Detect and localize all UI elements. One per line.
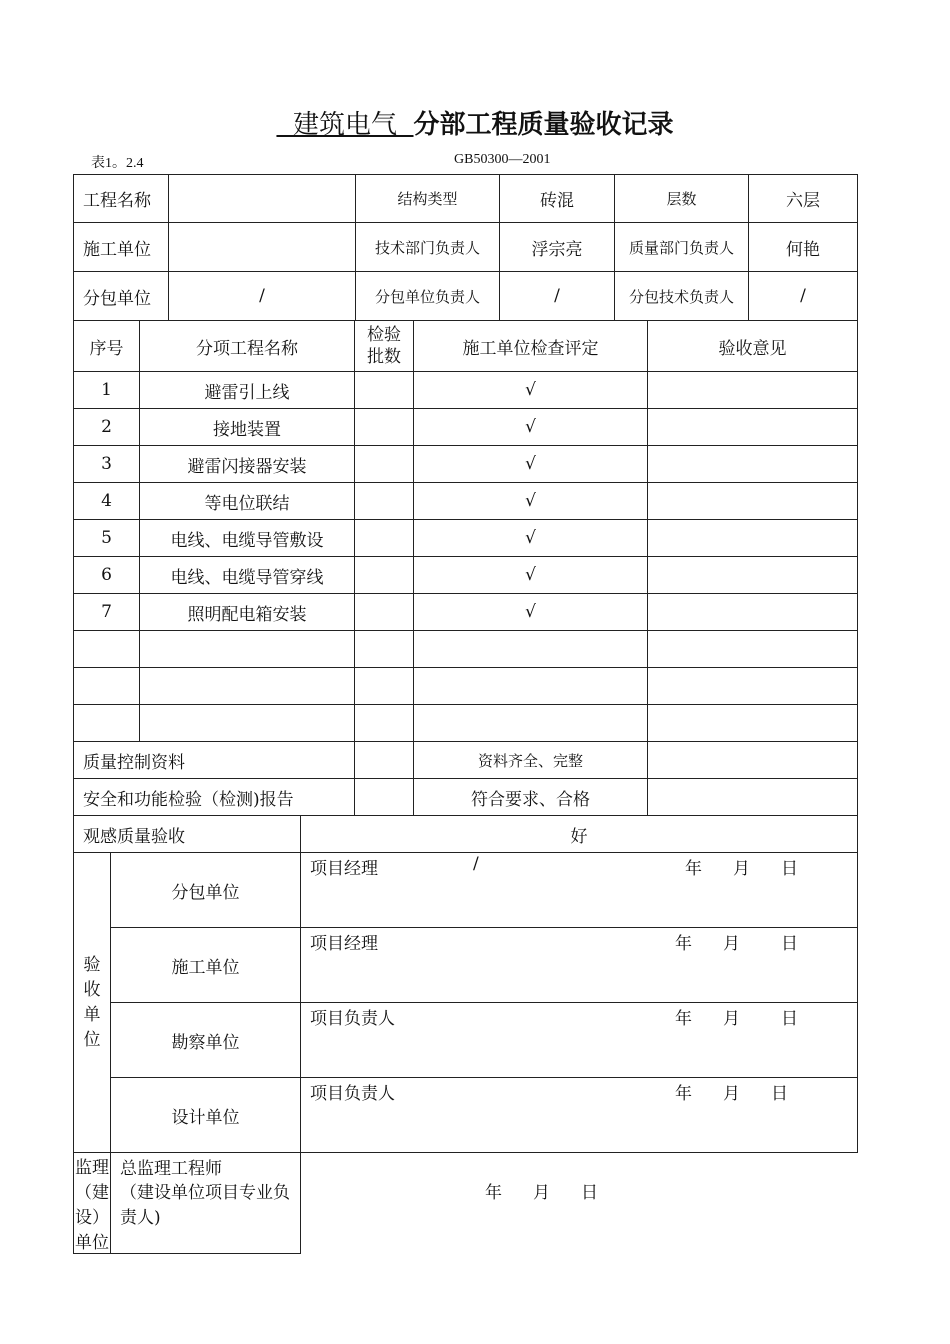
item-evaluation[interactable]: √ [414, 594, 648, 631]
quality-control-label: 质量控制资料 [74, 742, 355, 779]
item-opinion[interactable] [648, 594, 858, 631]
item-opinion[interactable] [648, 705, 858, 742]
signer-value: / [473, 854, 479, 874]
floors-value[interactable]: 六层 [749, 175, 858, 223]
quality-control-batches[interactable] [355, 742, 414, 779]
item-name: 等电位联结 [140, 483, 355, 520]
item-opinion[interactable] [648, 631, 858, 668]
quality-control-evaluation[interactable]: 资料齐全、完整 [414, 742, 648, 779]
sub-item-rows [74, 372, 858, 742]
table-number: 表1。2.4 [91, 156, 144, 171]
unit-signature-cell[interactable] [301, 853, 858, 928]
project-name-label: 工程名称 [74, 175, 169, 223]
item-no: 2 [74, 409, 140, 446]
contractor-value[interactable] [169, 223, 356, 272]
item-no [74, 668, 140, 705]
sub-head-label: 分包单位负责人 [356, 272, 500, 321]
quality-control-opinion[interactable] [648, 742, 858, 779]
table-row [74, 372, 858, 409]
item-batches[interactable] [355, 668, 414, 705]
item-name [140, 668, 355, 705]
item-batches[interactable] [355, 631, 414, 668]
supervisor-role-line1: 总监理工程师 [120, 1159, 222, 1179]
tech-head-label: 技术部门负责人 [356, 223, 500, 272]
standard-code: GB50300—2001 [454, 152, 551, 167]
appearance-label: 观感质量验收 [74, 816, 301, 853]
safety-report-evaluation[interactable]: 符合要求、合格 [414, 779, 648, 816]
col-header-batches: 检验 批数 [355, 321, 414, 372]
table-row [74, 483, 858, 520]
subcontractor-value[interactable]: / [169, 272, 356, 321]
safety-report-label: 安全和功能检验（检测)报告 [74, 779, 355, 816]
col-header-no: 序号 [74, 321, 140, 372]
table-row [74, 446, 858, 483]
subcontractor-label: 分包单位 [74, 272, 169, 321]
sub-head-value[interactable]: / [500, 272, 615, 321]
acceptance-unit-row [74, 928, 858, 1003]
sign-day: 日 [771, 1084, 788, 1104]
sign-month: 月 [723, 1084, 740, 1104]
col-header-evaluation: 施工单位检查评定 [414, 321, 648, 372]
floors-label: 层数 [615, 175, 749, 223]
item-batches[interactable] [355, 705, 414, 742]
table-row [74, 409, 858, 446]
sub-tech-head-label: 分包技术负责人 [615, 272, 749, 321]
item-batches[interactable] [355, 372, 414, 409]
quality-head-value[interactable]: 何艳 [749, 223, 858, 272]
item-opinion[interactable] [648, 557, 858, 594]
item-no: 3 [74, 446, 140, 483]
item-evaluation[interactable] [414, 631, 648, 668]
sign-year: 年 [685, 859, 702, 879]
item-evaluation[interactable]: √ [414, 372, 648, 409]
item-evaluation[interactable]: √ [414, 409, 648, 446]
item-opinion[interactable] [648, 372, 858, 409]
table-row [74, 668, 858, 705]
item-no: 6 [74, 557, 140, 594]
supervisor-signature-cell[interactable] [111, 1153, 598, 1254]
supervisor-unit: 监理（建设）单位 [74, 1153, 111, 1254]
acceptance-unit-rows [74, 853, 858, 1153]
item-no [74, 631, 140, 668]
structure-type-value[interactable]: 砖混 [500, 175, 615, 223]
item-no: 7 [74, 594, 140, 631]
item-name [140, 705, 355, 742]
acceptance-unit-row [74, 853, 858, 928]
item-evaluation[interactable]: √ [414, 446, 648, 483]
item-batches[interactable] [355, 594, 414, 631]
table-row [74, 631, 858, 668]
item-no [74, 705, 140, 742]
table-row [74, 594, 858, 631]
item-name: 照明配电箱安装 [140, 594, 355, 631]
sign-month: 月 [733, 859, 750, 879]
item-batches[interactable] [355, 557, 414, 594]
item-name: 电线、电缆导管敷设 [140, 520, 355, 557]
unit-name: 设计单位 [111, 1078, 301, 1153]
title-discipline: 建筑电气 [276, 110, 414, 140]
unit-signature-cell[interactable] [301, 1078, 858, 1153]
item-batches[interactable] [355, 483, 414, 520]
item-name: 避雷闪接器安装 [140, 446, 355, 483]
signer-role: 项目负责人 [310, 1009, 395, 1029]
table-row [74, 520, 858, 557]
item-evaluation[interactable] [414, 705, 648, 742]
safety-report-batches[interactable] [355, 779, 414, 816]
item-batches[interactable] [355, 409, 414, 446]
item-evaluation[interactable]: √ [414, 483, 648, 520]
appearance-value[interactable]: 好 [301, 816, 858, 853]
item-opinion[interactable] [648, 668, 858, 705]
item-evaluation[interactable]: √ [414, 557, 648, 594]
contractor-label: 施工单位 [74, 223, 169, 272]
item-batches[interactable] [355, 446, 414, 483]
item-opinion[interactable] [648, 483, 858, 520]
signer-role: 项目负责人 [310, 1084, 395, 1104]
sign-month: 月 [723, 934, 740, 954]
item-evaluation[interactable]: √ [414, 520, 648, 557]
item-opinion[interactable] [648, 520, 858, 557]
table-row [74, 705, 858, 742]
item-opinion[interactable] [648, 409, 858, 446]
supervisor-role-line2: （建设单位项目专业负责人) [120, 1183, 290, 1228]
sign-year: 年 [675, 1009, 692, 1029]
item-no: 1 [74, 372, 140, 409]
structure-type-label: 结构类型 [356, 175, 500, 223]
item-evaluation[interactable] [414, 668, 648, 705]
project-name-value[interactable] [169, 175, 356, 223]
supervisor-year: 年 [485, 1183, 502, 1203]
project-info-table [73, 174, 858, 321]
safety-report-opinion[interactable] [648, 779, 858, 816]
acceptance-form [73, 174, 857, 1254]
acceptance-unit-row [74, 1078, 858, 1153]
supervisor-day: 日 [581, 1183, 598, 1203]
sign-year: 年 [675, 934, 692, 954]
unit-name: 分包单位 [111, 853, 301, 928]
unit-signature-cell[interactable] [301, 1003, 858, 1078]
item-name: 避雷引上线 [140, 372, 355, 409]
item-opinion[interactable] [648, 446, 858, 483]
item-name [140, 631, 355, 668]
sign-day: 日 [781, 1009, 798, 1029]
sign-day: 日 [781, 859, 798, 879]
unit-name: 施工单位 [111, 928, 301, 1003]
item-name: 电线、电缆导管穿线 [140, 557, 355, 594]
signer-role: 项目经理 [310, 934, 378, 954]
item-batches[interactable] [355, 520, 414, 557]
tech-head-value[interactable]: 浮宗亮 [500, 223, 615, 272]
sub-items-table [73, 320, 858, 816]
table-row [74, 557, 858, 594]
supervisor-month: 月 [533, 1183, 550, 1203]
col-header-opinion: 验收意见 [648, 321, 858, 372]
unit-name: 勘察单位 [111, 1003, 301, 1078]
sign-year: 年 [675, 1084, 692, 1104]
page-title [0, 104, 950, 141]
sub-tech-head-value[interactable]: / [749, 272, 858, 321]
title-main: 分部工程质量验收记录 [413, 110, 674, 140]
acceptance-unit-row [74, 1003, 858, 1078]
item-name: 接地装置 [140, 409, 355, 446]
signer-role: 项目经理 [310, 859, 378, 879]
unit-signature-cell[interactable] [301, 928, 858, 1003]
sign-month: 月 [723, 1009, 740, 1029]
col-header-name: 分项工程名称 [140, 321, 355, 372]
quality-head-label: 质量部门负责人 [615, 223, 749, 272]
item-no: 5 [74, 520, 140, 557]
acceptance-units-table [73, 815, 858, 1254]
sign-day: 日 [781, 934, 798, 954]
acceptance-group-label: 验收单位 [74, 853, 111, 1153]
item-no: 4 [74, 483, 140, 520]
